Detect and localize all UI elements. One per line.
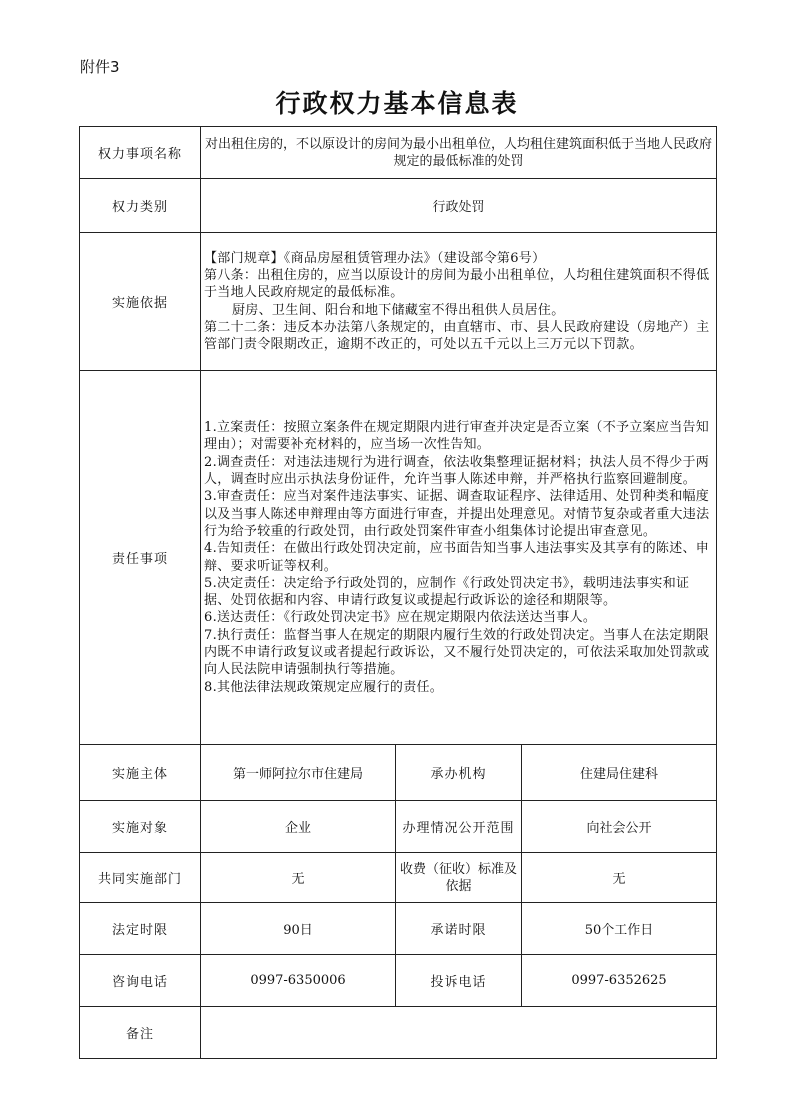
responsibility-label: 责任事项 bbox=[80, 371, 201, 745]
basis-line: 【部门规章】《商品房屋租赁管理办法》（建设部令第6号） bbox=[204, 250, 546, 266]
row-subject bbox=[80, 745, 717, 801]
responsibility-line: 7.执行责任：监督当事人在规定的期限内履行生效的行政处罚决定。当事人在法定期限内既不申请行政复议或者提起行政诉讼，又不履行处罚决定的，可依法采取加处罚款或向人民法院申请强制执行等措施。 bbox=[204, 627, 710, 678]
page-title: 行政权力基本信息表 bbox=[275, 89, 519, 118]
row-phone bbox=[80, 955, 717, 1007]
row-target bbox=[80, 801, 717, 853]
handler-value: 住建局住建科 bbox=[522, 745, 717, 801]
category-label: 权力类别 bbox=[80, 179, 201, 233]
limit-label: 法定时限 bbox=[80, 903, 201, 955]
joint-value: 无 bbox=[201, 853, 396, 903]
row-item-name bbox=[80, 127, 717, 179]
responsibility-text bbox=[201, 371, 717, 745]
handler-label: 承办机构 bbox=[396, 745, 522, 801]
remark-value bbox=[201, 1007, 717, 1059]
responsibility-line: 8.其他法律法规政策规定应履行的责任。 bbox=[204, 679, 444, 695]
complaint-phone-value: 0997-6352625 bbox=[522, 955, 717, 1007]
disclosure-label: 办理情况公开范围 bbox=[396, 801, 522, 853]
joint-label: 共同实施部门 bbox=[80, 853, 201, 903]
attachment-label: 附件3 bbox=[80, 58, 120, 76]
responsibility-line: 1.立案责任：按照立案条件在规定期限内进行审查并决定是否立案（不予立案应当告知理由）；对需要补充材料的，应当场一次性告知。 bbox=[204, 420, 710, 453]
row-responsibility bbox=[80, 371, 717, 745]
responsibility-line: 4.告知责任：在做出行政处罚决定前，应书面告知当事人违法事实及其享有的陈述、申辩、要求听证等权利。 bbox=[204, 541, 710, 574]
subject-value: 第一师阿拉尔市住建局 bbox=[201, 745, 396, 801]
info-table bbox=[79, 126, 717, 1059]
remark-label: 备注 bbox=[80, 1007, 201, 1059]
responsibility-line: 5.决定责任：决定给予行政处罚的，应制作《行政处罚决定书》，载明违法事实和证据、处罚依据和内容、申请行政复议或提起行政诉讼的途径和期限等。 bbox=[204, 575, 690, 609]
row-remark bbox=[80, 1007, 717, 1059]
row-category bbox=[80, 179, 717, 233]
promise-label: 承诺时限 bbox=[396, 903, 522, 955]
responsibility-line: 2.调查责任：对违法违规行为进行调查，依法收集整理证据材料；执法人员不得少于两人，调查时应出示执法身份证件，允许当事人陈述申辩，并严格执行监察回避制度。 bbox=[204, 454, 710, 488]
consult-phone-value: 0997-6350006 bbox=[201, 955, 396, 1007]
fee-label: 收费（征收）标准及依据 bbox=[396, 853, 522, 903]
row-limit bbox=[80, 903, 717, 955]
basis-line: 第二十二条：违反本办法第八条规定的，由直辖市、市、县人民政府建设（房地产）主管部门责令限期改正，逾期不改正的，可处以五千元以上三万元以下罚款。 bbox=[204, 319, 710, 353]
target-label: 实施对象 bbox=[80, 801, 201, 853]
consult-phone-label: 咨询电话 bbox=[80, 955, 201, 1007]
disclosure-value: 向社会公开 bbox=[522, 801, 717, 853]
item-name-value: 对出租住房的，不以原设计的房间为最小出租单位，人均租住建筑面积低于当地人民政府规定的最低标准的处罚 bbox=[201, 127, 717, 179]
basis-label: 实施依据 bbox=[80, 233, 201, 371]
row-joint bbox=[80, 853, 717, 903]
basis-line: 厨房、卫生间、阳台和地下储藏室不得出租供人员居住。 bbox=[232, 302, 565, 318]
row-basis bbox=[80, 233, 717, 371]
category-value: 行政处罚 bbox=[201, 179, 717, 233]
item-name-label: 权力事项名称 bbox=[80, 127, 201, 179]
basis-line: 第八条：出租住房的，应当以原设计的房间为最小出租单位，人均租住建筑面积不得低于当地人民政府规定的最低标准。 bbox=[204, 267, 710, 301]
limit-value: 90日 bbox=[201, 903, 396, 955]
subject-label: 实施主体 bbox=[80, 745, 201, 801]
promise-value: 50个工作日 bbox=[522, 903, 717, 955]
responsibility-line: 3.审查责任：应当对案件违法事实、证据、调查取证程序、法律适用、处罚种类和幅度以及当事人陈述申辩理由等方面进行审查，并提出处理意见。对情节复杂或者重大违法行为给予较重的行政处罚，由行政处罚案件审查小组集体讨论提出审查意见。 bbox=[204, 489, 710, 539]
basis-text bbox=[201, 233, 717, 371]
responsibility-line: 6.送达责任：《行政处罚决定书》应在规定期限内依法送达当事人。 bbox=[204, 610, 597, 626]
fee-value: 无 bbox=[522, 853, 717, 903]
complaint-phone-label: 投诉电话 bbox=[396, 955, 522, 1007]
target-value: 企业 bbox=[201, 801, 396, 853]
